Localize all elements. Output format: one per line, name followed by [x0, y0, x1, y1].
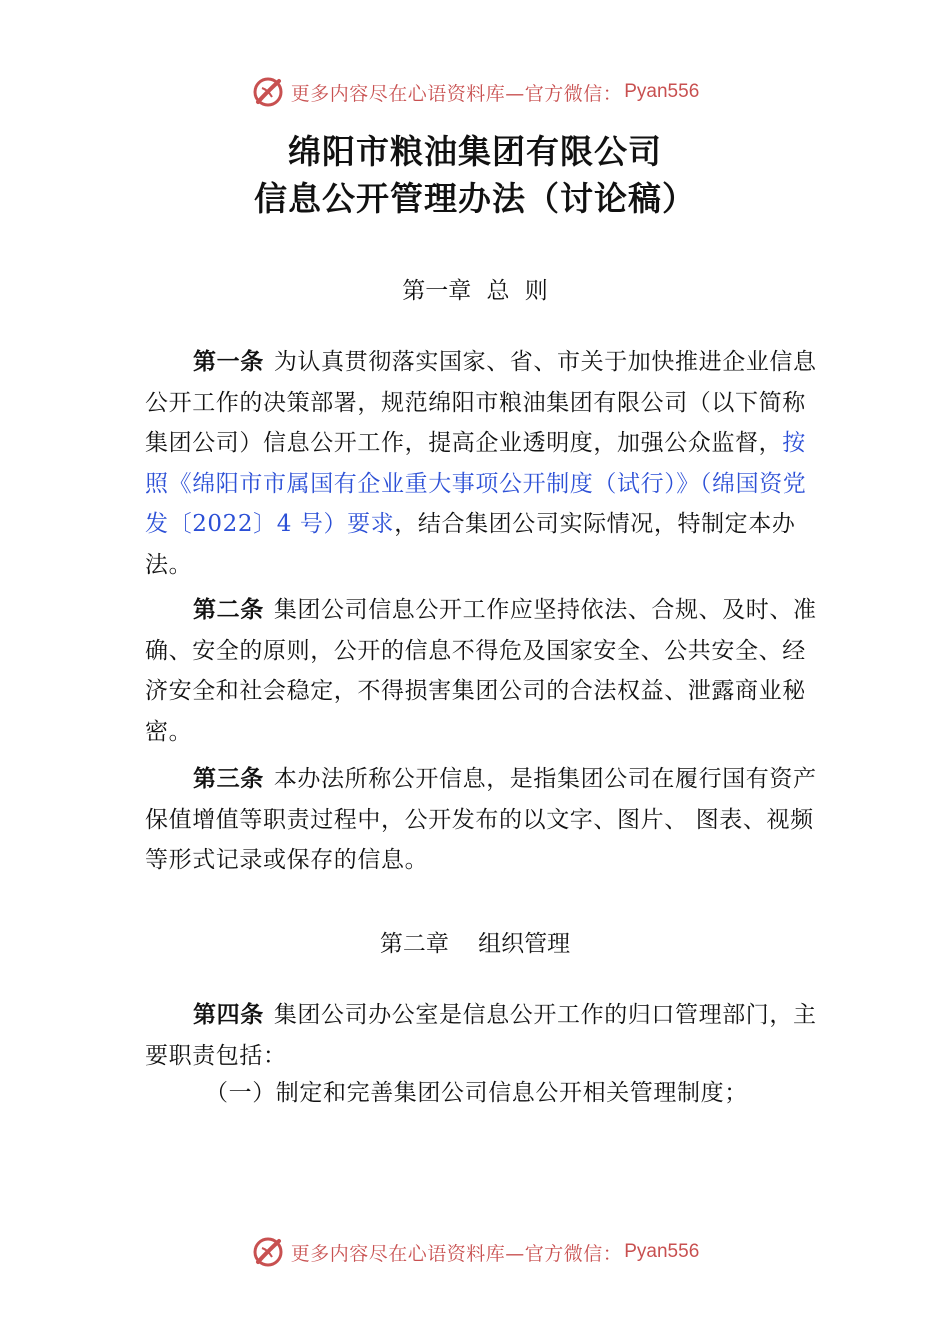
watermark-wechat-id: Pyan556	[624, 81, 700, 102]
watermark-text: 更多内容尽在心语资料库—官方微信：	[290, 82, 623, 105]
chapter-heading-2: 第二章 组织管理	[379, 931, 571, 957]
article-1-text-b: ，结合集团公司实际情况，特制定本办法。	[145, 511, 796, 578]
article-1-text-a: 为认真贯彻落实国家、省、市关于加快推进企业信息公开工作的决策部署，规范绵阳市粮油集团有限公司（以下简称集团公司）信息公开工作，提高企业透明度，加强公众监督，	[145, 349, 817, 456]
watermark-footer	[0, 1232, 950, 1272]
document-title-line2: 信息公开管理办法（讨论稿）	[254, 179, 696, 218]
article-1	[145, 342, 825, 585]
brush-logo-icon	[251, 1235, 285, 1269]
article-4	[145, 995, 825, 1076]
article-4-label: 第四条	[193, 1002, 264, 1028]
article-2-label: 第二条	[193, 597, 264, 623]
article-1-reference: 按照《绵阳市市属国有企业重大事项公开制度（试行）》（绵国资党发〔2022〕4 号）要求	[145, 430, 807, 537]
brush-logo-icon	[251, 75, 285, 109]
watermark-header	[0, 72, 950, 112]
document-title-line1: 绵阳市粮油集团有限公司	[288, 132, 662, 171]
watermark-wechat-id: Pyan556	[624, 1241, 700, 1262]
article-4-text: 集团公司办公室是信息公开工作的归口管理部门，主要职责包括：	[145, 1002, 817, 1069]
list-item-1: （一）制定和完善集团公司信息公开相关管理制度；	[205, 1080, 748, 1106]
chapter-heading-1: 第一章 总 则	[402, 278, 548, 304]
article-3-text: 本办法所称公开信息，是指集团公司在履行国有资产保值增值等职责过程中，公开发布的以文字、图片、 图表、视频等形式记录或保存的信息。	[145, 766, 817, 873]
article-3-label: 第三条	[193, 766, 264, 792]
article-2	[145, 590, 825, 752]
article-1-label: 第一条	[193, 349, 264, 375]
article-3	[145, 759, 825, 881]
article-2-text: 集团公司信息公开工作应坚持依法、合规、及时、准确、安全的原则，公开的信息不得危及国家安全、公共安全、经济安全和社会稳定，不得损害集团公司的合法权益、泄露商业秘密。	[145, 597, 817, 745]
watermark-text: 更多内容尽在心语资料库—官方微信：	[290, 1242, 623, 1265]
